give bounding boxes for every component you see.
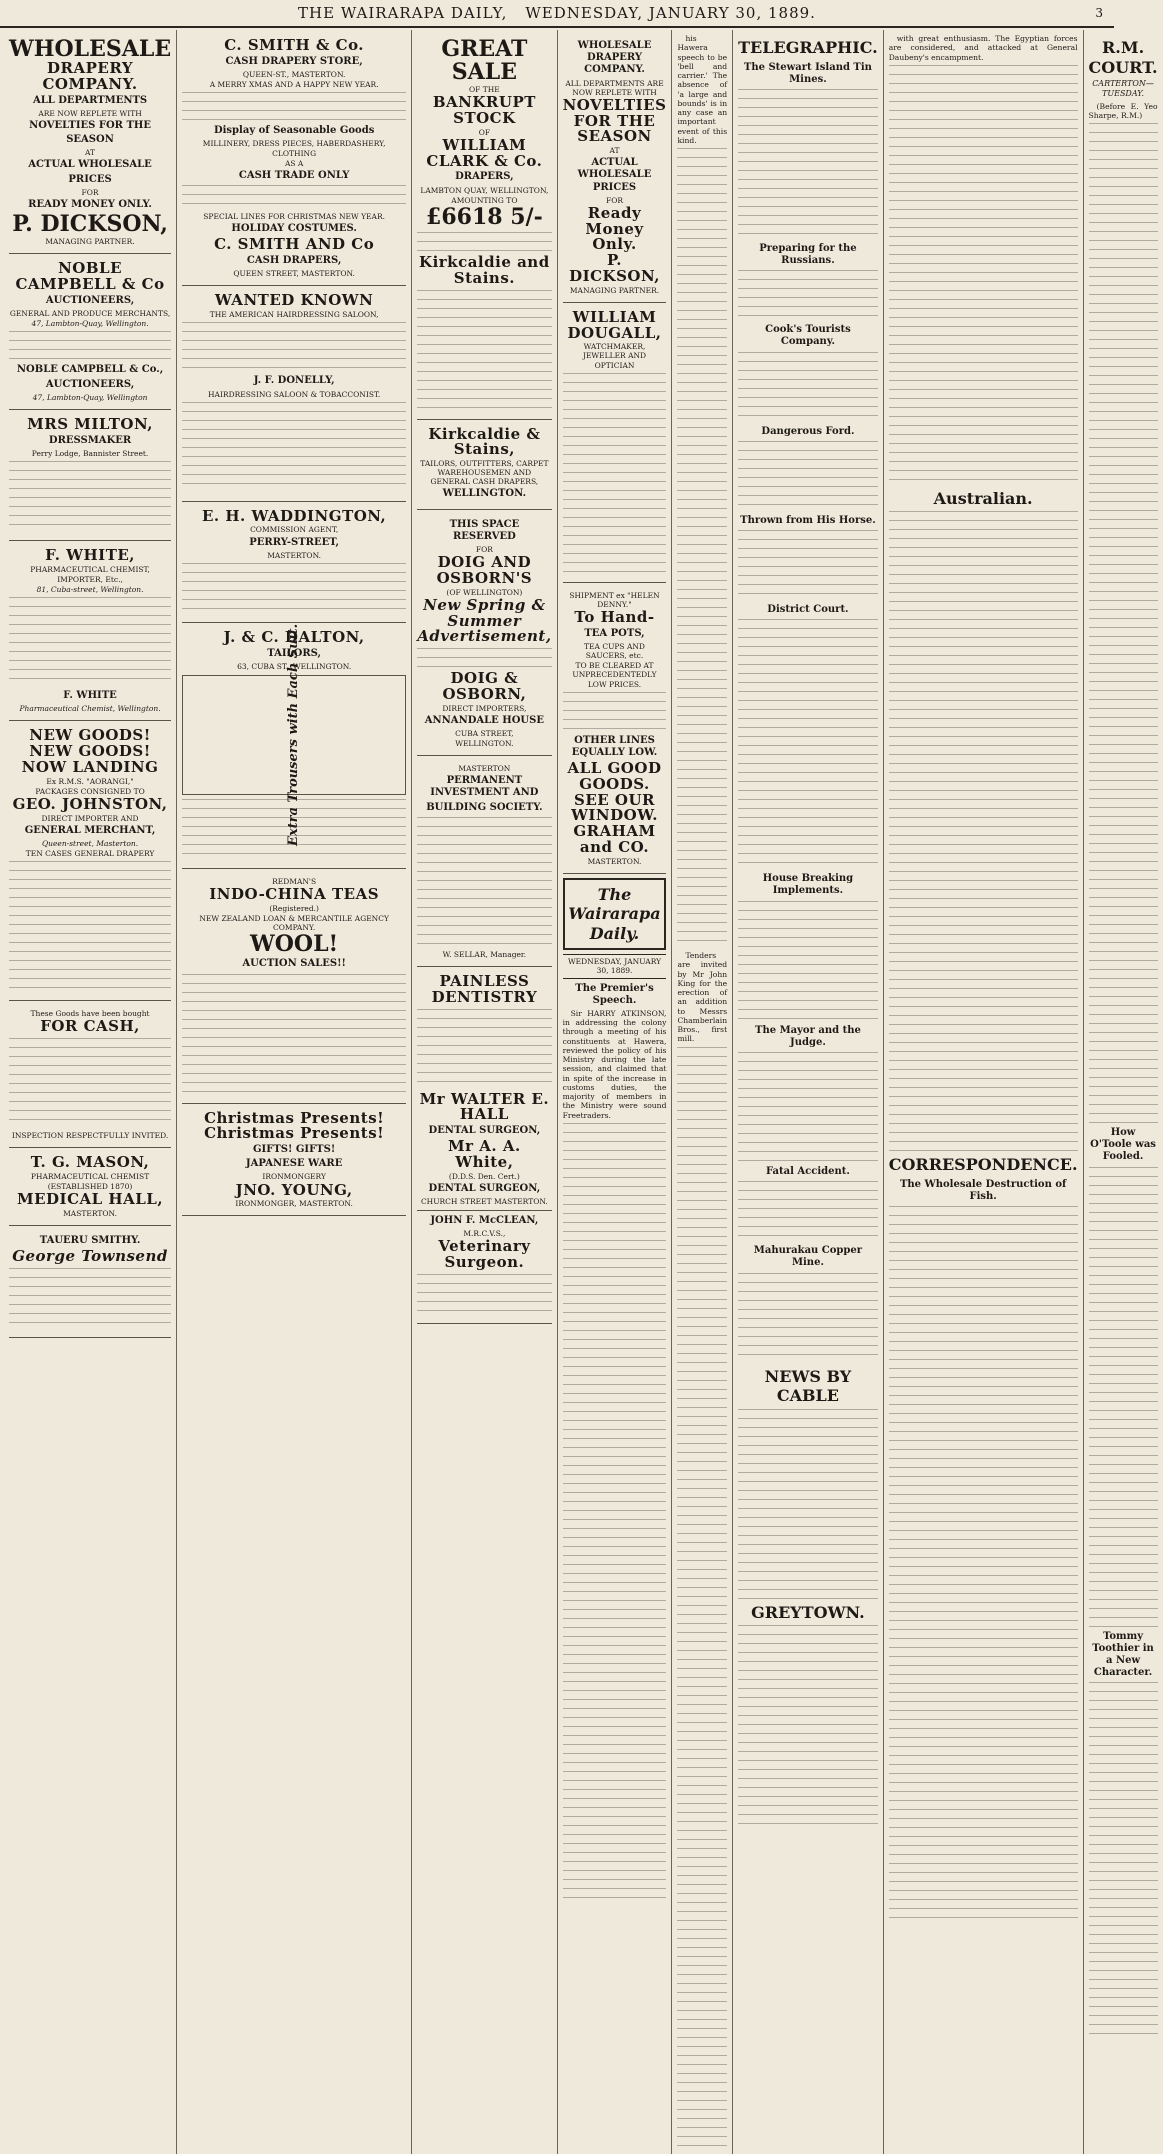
ad-line: F. WHITE: [63, 690, 117, 702]
ad-line: THIS SPACE RESERVED: [449, 518, 520, 542]
ad-line: NEW GOODS!: [29, 742, 151, 761]
column-4: [558, 30, 673, 2154]
ad-dalton-tailors: [182, 623, 406, 869]
ad-line: ALL DEPARTMENTS ARE NOW REPLETE WITH: [565, 78, 664, 97]
text-filler: [182, 974, 406, 1094]
text-filler: [182, 185, 406, 209]
ad-line: MASTERTON.: [267, 550, 322, 560]
ad-line: 47, Lambton-Quay, Wellington: [32, 392, 148, 402]
text-filler: [738, 1625, 878, 1825]
ad-line: New Spring & Summer: [423, 595, 546, 630]
ad-line: Advertisement,: [417, 627, 552, 646]
ad-line: A MERRY XMAS AND A HAPPY NEW YEAR.: [209, 80, 379, 90]
ad-line: George Townsend: [12, 1247, 168, 1266]
ad-line: TAILORS, OUTFITTERS, CARPET WAREHOUSEMEN AND GENERAL CASH DRAPERS,: [420, 459, 549, 487]
text-filler: [182, 563, 406, 613]
ad-line: ALL DEPARTMENTS: [32, 94, 148, 106]
ad-line: THE AMERICAN HAIRDRESSING SALOON,: [209, 310, 379, 320]
column-5: [672, 30, 733, 2154]
ad-doig-osborn: [417, 513, 551, 757]
column-7: [884, 30, 1084, 2154]
ad-line: DENTAL SURGEON,: [428, 1125, 541, 1136]
ad-line: P. DICKSON,: [12, 211, 168, 238]
ad-line: Display of Seasonable Goods: [213, 125, 375, 137]
column-2: [177, 30, 412, 2154]
ad-line: COMMISSION AGENT,: [250, 525, 339, 535]
ad-mrs-milton: [9, 413, 171, 541]
text-filler: [889, 1206, 1078, 1926]
ad-line: GRAHAM and CO.: [573, 822, 656, 856]
ad-geo-johnston: [9, 724, 171, 1001]
column-8: [1084, 30, 1163, 2154]
ad-line: Christmas Presents!: [204, 1108, 385, 1127]
ad-line: IRONMONGER, MASTERTON.: [235, 1199, 353, 1209]
text-filler: [563, 692, 667, 732]
ad-line: C. SMITH AND Co: [214, 235, 375, 254]
ad-line: J. & C. DALTON,: [223, 627, 365, 646]
heading-rm-court: R.M. COURT.: [1088, 38, 1158, 77]
ad-wholesale-drapery-2: [563, 34, 667, 303]
ad-line: Mr WALTER E. HALL: [419, 1089, 550, 1124]
text-filler: [889, 511, 1078, 1151]
newspaper-columns: [4, 30, 1158, 2080]
divider: [417, 1210, 551, 1211]
article-paragraph: (Before E. Yeo Sharpe, R.M.): [1088, 101, 1158, 120]
ad-line: TO BE CLEARED AT UNPRECEDENTEDLY LOW PRICES.: [572, 661, 657, 689]
ad-line: OF THE: [469, 85, 500, 95]
section-telegraphic: TELEGRAPHIC.: [738, 38, 878, 57]
ad-line: PHARMACEUTICAL CHEMIST: [30, 1172, 150, 1182]
ad-line: NOVELTIES FOR THE: [29, 119, 151, 131]
ad-line: Perry Lodge, Bannister Street.: [31, 448, 149, 458]
ad-line: Mr A. A. White,: [448, 1137, 521, 1171]
text-filler: [182, 92, 406, 122]
ad-line: CUBA STREET,: [455, 728, 514, 738]
heading-tommy-toothier: Tommy Toothier in a New Character.: [1092, 1630, 1154, 1679]
heading-greytown: GREYTOWN.: [751, 1602, 865, 1622]
ad-line: WANTED KNOWN: [214, 291, 374, 310]
ad-waddington: [182, 505, 406, 623]
ad-line: QUEEN-ST., MASTERTON.: [242, 69, 346, 79]
ad-line: FOR: [475, 545, 493, 555]
heading-australian: Australian.: [933, 488, 1033, 508]
ad-dentistry: [417, 970, 551, 1324]
text-filler: [738, 1409, 878, 1599]
ad-line: AUCTIONEERS,: [45, 294, 135, 306]
ad-line: MASTERTON.: [587, 856, 642, 866]
ad-line: GEO. JOHNSTON,: [12, 794, 168, 813]
ad-line: SPECIAL LINES FOR CHRISTMAS NEW YEAR.: [203, 212, 385, 222]
ad-line: SHIPMENT ex "HELEN DENNY.": [569, 590, 660, 609]
ad-line: Kirkcaldie and Stains.: [419, 253, 550, 287]
ad-line: £6618 5/-: [426, 203, 543, 230]
ad-line: FOR CASH,: [40, 1017, 140, 1036]
ad-line: WOOL!: [250, 931, 339, 958]
ad-line: Ex R.M.S. "AORANGI,": [46, 776, 134, 786]
ad-line: BUILDING SOCIETY.: [426, 801, 543, 813]
ad-c-smith-cash-drapery: [182, 34, 406, 286]
ad-line: AT: [609, 146, 620, 156]
text-filler: [738, 530, 878, 600]
ad-line: C. SMITH & Co.: [224, 36, 365, 54]
ad-line: JOHN F. McCLEAN,: [430, 1215, 539, 1227]
ad-line: DIRECT IMPORTERS,: [442, 703, 527, 713]
ad-wanted-known: [182, 289, 406, 501]
ad-line: NOW LANDING: [21, 757, 159, 776]
text-filler: [563, 1123, 667, 1903]
ad-line: WELLINGTON.: [442, 488, 527, 500]
ad-line: GENERAL AND PRODUCE MERCHANTS,: [9, 309, 171, 319]
text-filler: [738, 619, 878, 869]
ad-line: Pharmaceutical Chemist, Wellington.: [19, 704, 161, 714]
ad-line: CASH DRAPERY STORE,: [225, 55, 363, 67]
ad-line: WILLIAM CLARK & Co.: [426, 135, 543, 170]
ad-line: HOLIDAY COSTUMES.: [231, 223, 357, 235]
heading-fatal-accident: Fatal Accident.: [765, 1165, 850, 1177]
text-filler: [9, 1268, 171, 1328]
text-filler: [738, 441, 878, 511]
text-filler: [9, 1038, 171, 1128]
ad-line: WELLINGTON.: [455, 739, 514, 749]
ad-line: ANNANDALE HOUSE: [424, 714, 544, 726]
masthead-title: THE WAIRARAPA DAILY,: [298, 4, 508, 22]
text-filler: [417, 817, 551, 947]
ad-line: OTHER LINES EQUALLY LOW.: [571, 734, 658, 758]
ad-line: T. G. MASON,: [30, 1153, 150, 1172]
ad-line: TAILORS,: [267, 647, 321, 659]
column-6: [733, 30, 884, 2154]
ad-line: (D.D.S. Den. Cert.): [448, 1171, 520, 1181]
ad-line: Ready Money Only.: [585, 203, 644, 254]
ad-building-society: [417, 759, 551, 967]
masthead: [0, 0, 1114, 28]
ad-line: SEASON: [66, 134, 114, 146]
ad-line: PAINLESS DENTISTRY: [431, 972, 538, 1006]
heading-mayor-judge: The Mayor and the Judge.: [755, 1024, 861, 1048]
text-filler: [9, 331, 171, 361]
ad-line: CHURCH STREET MASTERTON.: [420, 1197, 548, 1207]
ad-redmans-teas: [182, 872, 406, 1104]
page-number: 3: [1095, 6, 1104, 20]
ad-line: LAMBTON QUAY, WELLINGTON,: [420, 185, 549, 195]
heading-news-by-cable: NEWS BY CABLE: [764, 1366, 852, 1406]
text-filler: [738, 89, 878, 239]
ad-line: NEW GOODS!: [29, 726, 151, 745]
ad-line: INDO-CHINA TEAS: [209, 885, 380, 904]
ad-line: PHARMACEUTICAL CHEMIST,: [30, 564, 150, 574]
ad-william-dougall: [563, 306, 667, 583]
ad-line: DOIG AND OSBORN'S: [436, 553, 533, 587]
text-filler: [417, 1009, 551, 1089]
ad-line: Veterinary Surgeon.: [438, 1237, 531, 1272]
ad-line: WATCHMAKER, JEWELLER AND OPTICIAN: [582, 342, 647, 370]
heading-fish: The Wholesale Destruction of Fish.: [899, 1178, 1067, 1202]
ad-line: MANAGING PARTNER.: [45, 237, 135, 247]
ad-kirkcaldie-stains: [417, 423, 551, 510]
text-filler: [738, 1052, 878, 1162]
text-filler: [9, 861, 171, 991]
ad-line: P. DICKSON,: [569, 251, 660, 285]
ad-line: 63, CUBA ST., WELLINGTON.: [237, 661, 352, 671]
subheading-carterton: CARTERTON—TUESDAY.: [1092, 79, 1154, 98]
ad-line: NOBLE CAMPBELL & Co.,: [16, 364, 164, 376]
ad-line: TEN CASES GENERAL DRAPERY: [25, 849, 155, 859]
text-filler: [738, 270, 878, 320]
article-paragraph: Sir HARRY ATKINSON, in addressing the colony through a meeting of his constituents at Hawera, reviewed the policy of his Ministry during the late session, and claimed that in spite of the increase in customs duties, the majority of members in the Ministry were sound Freetraders.: [562, 1008, 667, 1120]
ad-line: MEDICAL HALL,: [17, 1190, 164, 1209]
text-filler: [738, 352, 878, 422]
ad-line: NEW ZEALAND LOAN & MERCANTILE AGENCY COMPANY.: [199, 913, 389, 933]
ad-line: PRICES: [68, 173, 112, 185]
text-filler: [417, 232, 551, 252]
article-paragraph: his Hawera speech to be 'bell and carrier.' The absence of 'a large and bounds' is in any case an important event of this kind.: [677, 34, 728, 145]
ad-line: Kirkcaldie & Stains,: [428, 424, 541, 459]
ad-line: To Hand-: [574, 608, 655, 627]
ad-line: PACKAGES CONSIGNED TO: [35, 786, 145, 796]
text-filler: [1089, 1682, 1158, 2042]
ad-line: MANAGING PARTNER.: [569, 285, 660, 295]
vertical-ad-text: Extra Trousers with Each Suit.: [286, 623, 302, 846]
ad-line: IMPORTER, Etc.,: [57, 574, 123, 584]
ad-line: MILLINERY, DRESS PIECES, HABERDASHERY, CLOTHING: [202, 139, 386, 158]
ad-line: HAIRDRESSING SALOON & TOBACCONIST.: [208, 389, 381, 399]
ad-line: CASH DRAPERS,: [246, 255, 342, 267]
heading-copper-mine: Mahurakau Copper Mine.: [753, 1245, 863, 1269]
ad-line: ARE NOW REPLETE WITH: [38, 108, 142, 118]
ad-line: Queen-street, Masterton.: [41, 839, 139, 849]
ad-line: (Registered.): [269, 903, 319, 913]
article-heading: The Premier's Speech.: [575, 982, 654, 1006]
text-filler: [738, 1181, 878, 1241]
ad-great-sale: [417, 34, 551, 420]
ad-line: GREAT SALE: [441, 36, 528, 86]
text-filler: [9, 597, 171, 687]
heading-housebreaking: House Breaking Implements.: [762, 873, 854, 897]
ad-line: PERMANENT INVESTMENT AND: [430, 775, 539, 799]
ad-line: These Goods have been bought: [30, 1009, 150, 1019]
text-filler: [1089, 1167, 1158, 1627]
ad-line: INSPECTION RESPECTFULLY INVITED.: [11, 1131, 169, 1141]
ad-line: OF: [478, 127, 491, 137]
heading-russians: Preparing for the Russians.: [759, 242, 857, 267]
heading-correspondence: CORRESPONDENCE.: [888, 1155, 1078, 1175]
heading-district-court: District Court.: [767, 604, 849, 616]
ad-line: SEE OUR WINDOW.: [571, 790, 658, 825]
article-paragraph: Tenders are invited by Mr John King for the erection of an addition to Messrs Chamberlain Bros., first mill.: [677, 951, 728, 1044]
masthead-date: WEDNESDAY, JANUARY 30, 1889.: [525, 4, 816, 22]
editorial-date: WEDNESDAY, JANUARY 30, 1889.: [563, 954, 667, 978]
text-filler: [417, 1274, 551, 1314]
ad-christmas-presents: [182, 1107, 406, 1217]
ad-line: NOBLE CAMPBELL & Co: [15, 259, 165, 294]
ad-line: (OF WELLINGTON): [446, 587, 523, 597]
ad-graham-co: [563, 586, 667, 874]
ad-line: FOR: [606, 195, 623, 205]
heading-stewart-island: The Stewart Island Tin Mines.: [743, 61, 872, 85]
ad-line: CASH TRADE ONLY: [238, 169, 350, 181]
column-1: [4, 30, 177, 2154]
ad-line: TEA CUPS AND SAUCERS, etc.: [584, 641, 645, 661]
text-filler: [1089, 123, 1158, 1123]
ad-line: MASTERTON: [458, 764, 511, 774]
ad-line: 47, Lambton-Quay, Wellington.: [31, 319, 149, 329]
ad-noble-campbell: [9, 257, 171, 409]
ad-line: NOVELTIES FOR THE SEASON: [562, 95, 667, 146]
text-filler: [677, 148, 727, 948]
text-filler: [738, 1273, 878, 1363]
ad-line: W. SELLAR, Manager.: [442, 949, 527, 959]
ad-line: WILLIAM DOUGALL,: [567, 307, 662, 342]
ad-line: DRAPERS,: [455, 171, 514, 183]
ad-line: QUEEN STREET, MASTERTON.: [233, 269, 355, 279]
ad-line: TAUERU SMITHY.: [39, 1235, 141, 1247]
ad-cash-goods: [9, 1004, 171, 1148]
ad-line: IRONMONGERY: [262, 1172, 326, 1182]
ad-line: GIFTS! GIFTS!: [253, 1144, 336, 1156]
ad-line: Christmas Presents!: [204, 1124, 385, 1143]
newspaper-nameplate: The Wairarapa Daily.: [563, 878, 667, 951]
ad-line: MRS MILTON,: [27, 414, 153, 433]
ad-line: PERRY-STREET,: [249, 536, 340, 548]
heading-otoole: How O'Toole was Fooled.: [1090, 1127, 1156, 1163]
text-filler: [182, 799, 406, 859]
ad-line: WHOLESALE: [9, 36, 172, 62]
ad-line: ACTUAL WHOLESALE: [28, 159, 152, 171]
text-filler: [417, 648, 551, 668]
heading-thrown: Thrown from His Horse.: [740, 514, 876, 526]
ad-line: FOR: [81, 187, 99, 197]
ad-line: GENERAL MERCHANT,: [24, 824, 156, 836]
ad-line: READY MONEY ONLY.: [28, 198, 152, 210]
heading-ford: Dangerous Ford.: [761, 425, 855, 437]
ad-line: AUCTIONEERS,: [45, 378, 135, 390]
text-filler: [889, 65, 1078, 485]
ad-line: AMOUNTING TO: [451, 195, 518, 205]
ad-line: F. WHITE,: [45, 545, 136, 564]
ad-line: J. F. DONELLY,: [253, 375, 335, 387]
ad-wholesale-drapery: [9, 34, 171, 254]
ad-line: AS A: [284, 158, 304, 168]
text-filler: [563, 373, 667, 573]
ad-line: DIRECT IMPORTER AND: [41, 813, 139, 823]
text-filler: [182, 322, 406, 372]
ad-line: DRESSMAKER: [48, 434, 132, 446]
ad-line: 81, Cuba-street, Wellington.: [36, 584, 144, 594]
ad-line: DRAPERY: [47, 59, 134, 78]
ad-f-white: [9, 544, 171, 722]
ad-line: TEA POTS,: [584, 627, 645, 639]
ad-taueru-smithy: [9, 1229, 171, 1338]
ad-line: BANKRUPT STOCK: [432, 93, 536, 128]
ad-line: (ESTABLISHED 1870): [47, 1182, 133, 1192]
ad-line: WHOLESALE DRAPERY COMPANY.: [577, 40, 652, 76]
ad-line: M.R.C.V.S.,: [463, 1229, 506, 1239]
text-filler: [9, 461, 171, 531]
column-3: [412, 30, 557, 2154]
ad-line: ALL GOOD GOODS.: [567, 759, 662, 793]
ad-line: MASTERTON.: [63, 1209, 117, 1219]
ad-line: REDMAN'S: [272, 876, 317, 886]
ad-line: AT: [85, 148, 96, 158]
text-filler: [417, 290, 551, 410]
ad-line: JAPANESE WARE: [245, 1158, 343, 1170]
text-filler: [738, 901, 878, 1021]
article-paragraph: with great enthusiasm. The Egyptian forces are considered, and attacked at General Daubeny's encampment.: [888, 34, 1078, 62]
ad-line: DENTAL SURGEON,: [428, 1182, 541, 1194]
text-filler: [182, 402, 406, 492]
ad-tg-mason: [9, 1151, 171, 1226]
ad-line: JNO. YOUNG,: [235, 1180, 353, 1199]
text-filler: [677, 1047, 727, 2147]
heading-cooks: Cook's Tourists Company.: [765, 324, 851, 348]
ad-line: DOIG & OSBORN,: [442, 669, 527, 703]
ad-line: COMPANY.: [42, 74, 138, 93]
ad-line: E. H. WADDINGTON,: [202, 506, 387, 525]
ad-line: ACTUAL WHOLESALE PRICES: [577, 157, 652, 193]
ad-line: AUCTION SALES!!: [242, 958, 346, 970]
